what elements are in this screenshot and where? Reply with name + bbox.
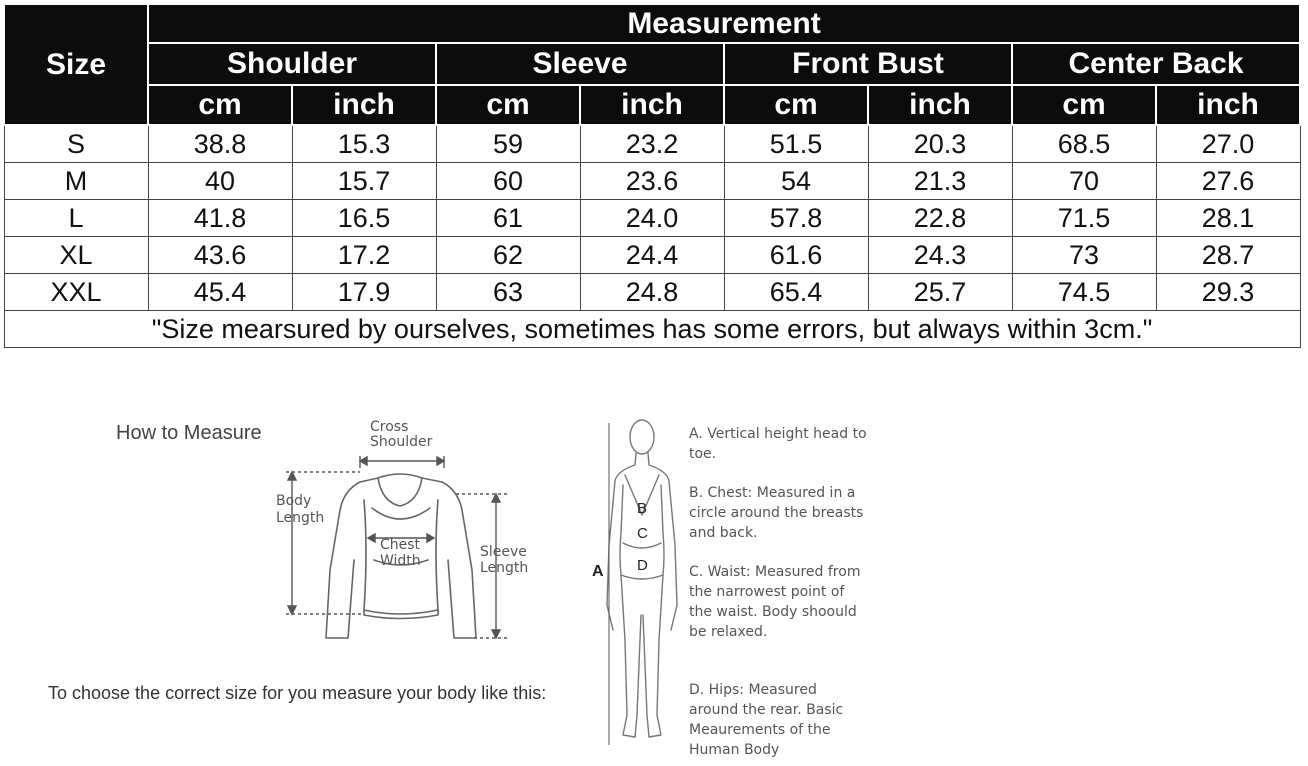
measurement-cell: 73 — [1012, 237, 1156, 274]
unit-header: inch — [868, 85, 1012, 125]
figure-letter-d: D — [637, 557, 648, 574]
measurement-cell: 43.6 — [148, 237, 292, 274]
measurement-cell: 20.3 — [868, 125, 1012, 163]
cross-shoulder-label-line2: Shoulder — [370, 434, 433, 450]
body-length-label-line2: Length — [276, 510, 325, 526]
measurement-cell: 40 — [148, 163, 292, 200]
measurement-cell: 68.5 — [1012, 125, 1156, 163]
legend-item-b: B. Chest: Measured in a circle around the breasts and back. — [689, 485, 864, 541]
measurement-cell: 71.5 — [1012, 200, 1156, 237]
legend-item-a: A. Vertical height head to toe. — [689, 426, 867, 462]
chest-width-label-line2: Width — [380, 553, 421, 569]
size-cell: S — [4, 125, 148, 163]
guide-title: How to Measure — [116, 422, 262, 444]
table-note: "Size mearsured by ourselves, sometimes has some errors, but always within 3cm." — [4, 311, 1300, 348]
measurement-cell: 61.6 — [724, 237, 868, 274]
measurement-cell: 17.9 — [292, 274, 436, 311]
group-header-front-bust: Front Bust — [724, 43, 1012, 85]
measurement-cell: 62 — [436, 237, 580, 274]
measurement-cell: 23.6 — [580, 163, 724, 200]
unit-header: inch — [580, 85, 724, 125]
sleeve-length-label-line1: Sleeve — [480, 544, 527, 560]
table-row — [4, 125, 1300, 163]
measurement-cell: 24.8 — [580, 274, 724, 311]
figure-letter-a: A — [592, 563, 604, 580]
table-row — [4, 163, 1300, 200]
unit-header: cm — [148, 85, 292, 125]
body-length-label-line1: Body — [276, 493, 312, 509]
unit-header: inch — [1156, 85, 1300, 125]
measurement-cell: 21.3 — [868, 163, 1012, 200]
measurement-cell: 51.5 — [724, 125, 868, 163]
group-header-center-back: Center Back — [1012, 43, 1300, 85]
sleeve-length-label-line2: Length — [480, 560, 529, 576]
legend-item-c: C. Waist: Measured from the narrowest point of the waist. Body shoould be relaxed. — [689, 564, 861, 640]
measurement-cell: 17.2 — [292, 237, 436, 274]
measurement-cell: 28.7 — [1156, 237, 1300, 274]
size-cell: M — [4, 163, 148, 200]
measurement-cell: 16.5 — [292, 200, 436, 237]
measurement-cell: 59 — [436, 125, 580, 163]
table-row — [4, 274, 1300, 311]
unit-header: inch — [292, 85, 436, 125]
table-row — [4, 237, 1300, 274]
table-row — [4, 200, 1300, 237]
measurement-cell: 24.4 — [580, 237, 724, 274]
measurement-cell: 15.3 — [292, 125, 436, 163]
measurement-cell: 65.4 — [724, 274, 868, 311]
measurement-cell: 15.7 — [292, 163, 436, 200]
measurement-cell: 57.8 — [724, 200, 868, 237]
measurement-cell: 24.3 — [868, 237, 1012, 274]
size-cell: L — [4, 200, 148, 237]
guide-instruction: To choose the correct size for you measure your body like this: — [48, 683, 547, 703]
group-header-sleeve: Sleeve — [436, 43, 724, 85]
legend-item-d: D. Hips: Measured around the rear. Basic Meaurements of the Human Body — [689, 682, 844, 758]
unit-header: cm — [1012, 85, 1156, 125]
size-chart-table — [3, 3, 1301, 348]
measurement-cell: 38.8 — [148, 125, 292, 163]
size-cell: XXL — [4, 274, 148, 311]
measurement-cell: 60 — [436, 163, 580, 200]
measurement-cell: 45.4 — [148, 274, 292, 311]
measurement-cell: 24.0 — [580, 200, 724, 237]
measurement-cell: 29.3 — [1156, 274, 1300, 311]
figure-letter-b: B — [637, 500, 648, 517]
unit-header: cm — [436, 85, 580, 125]
size-cell: XL — [4, 237, 148, 274]
measurement-cell: 54 — [724, 163, 868, 200]
figure-letter-c: C — [637, 525, 648, 542]
measurement-cell: 27.0 — [1156, 125, 1300, 163]
chest-width-label-line1: Chest — [380, 537, 421, 553]
body-figure-diagram — [585, 415, 685, 765]
unit-header: cm — [724, 85, 868, 125]
measurement-cell: 63 — [436, 274, 580, 311]
measurement-cell: 28.1 — [1156, 200, 1300, 237]
measurement-cell: 27.6 — [1156, 163, 1300, 200]
measurement-cell: 74.5 — [1012, 274, 1156, 311]
size-header: Size — [4, 4, 148, 125]
measurement-cell: 61 — [436, 200, 580, 237]
group-header-shoulder: Shoulder — [148, 43, 436, 85]
how-to-measure-guide — [0, 370, 1308, 766]
cross-shoulder-label-line1: Cross — [370, 419, 409, 435]
measurement-cell: 41.8 — [148, 200, 292, 237]
measurement-cell: 22.8 — [868, 200, 1012, 237]
measurement-cell: 23.2 — [580, 125, 724, 163]
measurement-cell: 70 — [1012, 163, 1156, 200]
measurement-header: Measurement — [148, 4, 1300, 43]
measurement-cell: 25.7 — [868, 274, 1012, 311]
